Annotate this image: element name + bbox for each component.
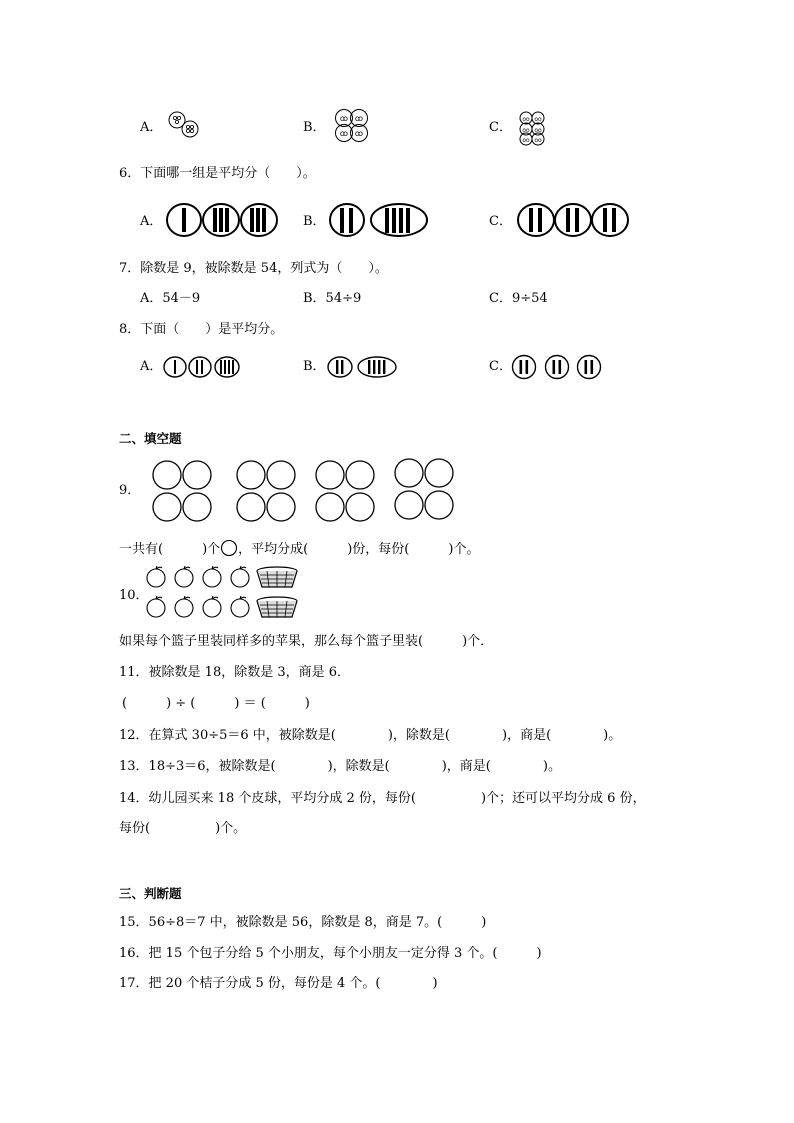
q6-option-a-label: A． (140, 214, 163, 229)
q10-apples-and-baskets (146, 565, 301, 623)
q17-question: 17．把 20 个桔子分成 5 份，每份是 4 个。( ) (119, 976, 438, 991)
svg-text:ꝏ: ꝏ (339, 114, 349, 123)
q5-option-b-figure (332, 108, 372, 144)
q8-option-b-figure (327, 355, 399, 379)
q6-option-b-label: B． (303, 214, 326, 229)
svg-text:oo: oo (534, 116, 542, 123)
q10-number: 10． (119, 588, 149, 603)
q9-sentence (119, 540, 479, 559)
svg-text:oo: oo (534, 137, 542, 144)
q14-question-line-1: 14．幼儿园买来 18 个皮球，平均分成 2 份，每份( )个；还可以平均分成 6 份， (119, 791, 646, 806)
q5-option-a-figure (165, 110, 201, 140)
q6-question: 6．下面哪一组是平均分（ ）。 (119, 166, 316, 181)
section-title-true-false: 三、判断题 (119, 886, 182, 901)
svg-text:ꝏ: ꝏ (354, 114, 364, 123)
basket-icon-top (257, 567, 297, 587)
q9-number: 9． (119, 483, 141, 498)
svg-text:oo: oo (534, 127, 542, 134)
q8-option-a-label: A． (140, 359, 163, 374)
q8-question: 8．下面（ ）是平均分。 (119, 322, 284, 337)
section-title-fill-in: 二、填空题 (119, 431, 182, 446)
q8-option-b-label: B． (303, 359, 326, 374)
q8-option-a-figure (163, 355, 241, 379)
q11-question: 11．被除数是 18，除数是 3，商是 6． (119, 665, 351, 680)
q15-question: 15．56÷8＝7 中，被除数是 56，除数是 8，商是 7。( ) (119, 915, 487, 930)
q5-option-b-label: B． (303, 120, 326, 135)
q6-option-b-figure (329, 201, 429, 241)
q7-option-b: B．54÷9 (303, 291, 362, 306)
svg-text:oo: oo (522, 116, 530, 123)
svg-text:oo: oo (522, 127, 530, 134)
q9-sentence-part-1: 一共有( )个 (119, 542, 221, 557)
q5-option-c-figure (518, 110, 548, 146)
svg-text:ꝏ: ꝏ (354, 129, 364, 138)
q7-option-c: C．9÷54 (489, 291, 548, 306)
basket-icon-bottom (257, 597, 297, 617)
svg-text:ꝏ: ꝏ (339, 129, 349, 138)
q5-option-c-label: C． (489, 120, 512, 135)
apple-row-top (147, 566, 249, 587)
q12-question: 12．在算式 30÷5＝6 中，被除数是( )，除数是( )，商是( )。 (119, 728, 622, 743)
q8-option-c-label: C． (489, 359, 512, 374)
q7-option-a: A．54－9 (140, 291, 201, 306)
q9-circle-groups (150, 458, 460, 524)
q7-question: 7．除数是 9，被除数是 54，列式为（ ）。 (119, 261, 388, 276)
q5-option-a-label: A． (140, 120, 163, 135)
q10-sentence: 如果每个篮子里装同样多的苹果，那么每个篮子里装( )个． (119, 634, 494, 649)
q13-question: 13．18÷3＝6，被除数是( )，除数是( )，商是( )。 (119, 759, 561, 774)
q14-question-line-2: 每份( )个。 (119, 821, 247, 836)
q6-option-c-figure (517, 202, 631, 240)
q6-option-c-label: C． (489, 214, 512, 229)
svg-text:oo: oo (522, 137, 530, 144)
q6-option-a-figure (166, 202, 280, 240)
q11-formula: ( ) ÷ ( ) ＝ ( ) (122, 696, 310, 711)
q16-question: 16．把 15 个包子分给 5 个小朋友，每个小朋友一定分得 3 个。( ) (119, 946, 542, 961)
circle-icon (220, 540, 238, 556)
q8-option-c-figure (511, 354, 605, 380)
apple-row-bottom (147, 596, 249, 617)
q9-sentence-part-2: ，平均分成( )份，每份( )个。 (238, 542, 480, 557)
